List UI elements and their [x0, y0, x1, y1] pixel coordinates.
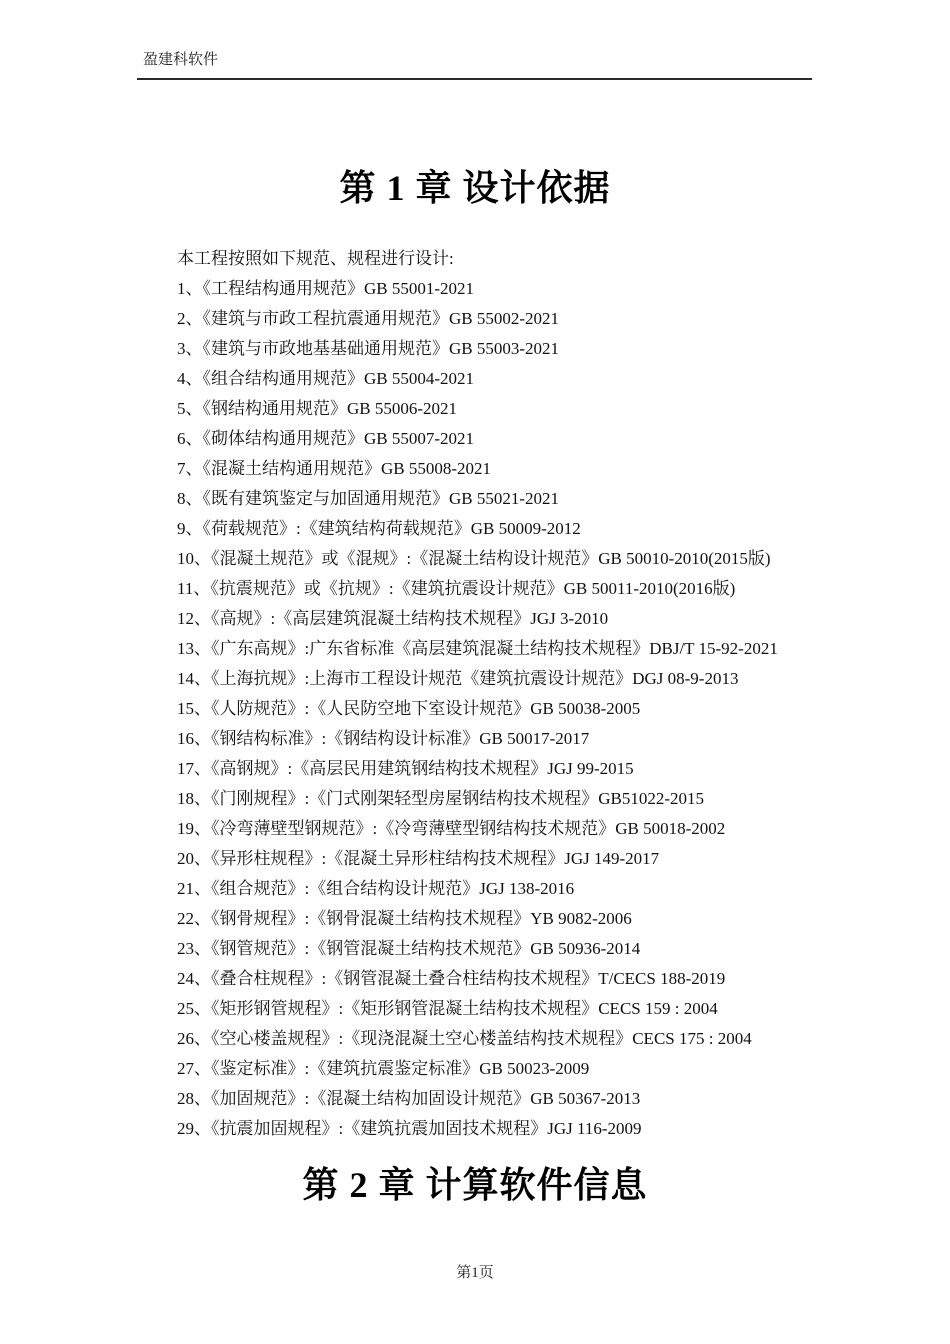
list-item: 6、《砌体结构通用规范》GB 55007-2021 [177, 429, 475, 448]
list-item: 24、《叠合柱规程》:《钢管混凝土叠合柱结构技术规程》T/CECS 188-2019 [177, 969, 726, 988]
list-item: 17、《高钢规》:《高层民用建筑钢结构技术规程》JGJ 99-2015 [177, 759, 634, 778]
list-item: 22、《钢骨规程》:《钢骨混凝土结构技术规程》YB 9082-2006 [177, 909, 632, 928]
list-item: 25、《矩形钢管规程》:《矩形钢管混凝土结构技术规程》CECS 159 : 2004 [177, 999, 718, 1018]
list-item: 23、《钢管规范》:《钢管混凝土结构技术规范》GB 50936-2014 [177, 939, 641, 958]
document-header [137, 50, 812, 80]
list-item: 7、《混凝土结构通用规范》GB 55008-2021 [177, 459, 492, 478]
list-item: 10、《混凝土规范》或《混规》:《混凝土结构设计规范》GB 50010-2010(2015版) [177, 549, 771, 568]
intro-paragraph: 本工程按照如下规范、规程进行设计: [177, 249, 454, 268]
list-item: 2、《建筑与市政工程抗震通用规范》GB 55002-2021 [177, 309, 560, 328]
list-item: 12、《高规》:《高层建筑混凝土结构技术规程》JGJ 3-2010 [177, 609, 609, 628]
list-item: 15、《人防规范》:《人民防空地下室设计规范》GB 50038-2005 [177, 699, 641, 718]
list-item: 14、《上海抗规》:上海市工程设计规范《建筑抗震设计规范》DGJ 08-9-2013 [177, 669, 739, 688]
list-item: 27、《鉴定标准》:《建筑抗震鉴定标准》GB 50023-2009 [177, 1059, 590, 1078]
chapter-1-title: 第 1 章 设计依据 [339, 168, 611, 208]
list-item: 16、《钢结构标准》:《钢结构设计标准》GB 50017-2017 [177, 729, 590, 748]
list-item: 19、《冷弯薄壁型钢规范》:《冷弯薄壁型钢结构技术规范》GB 50018-2002 [177, 819, 726, 838]
regulation-list [177, 274, 877, 1144]
list-item: 5、《钢结构通用规范》GB 55006-2021 [177, 399, 458, 418]
list-item: 29、《抗震加固规程》:《建筑抗震加固技术规程》JGJ 116-2009 [177, 1119, 642, 1138]
list-item: 11、《抗震规范》或《抗规》:《建筑抗震设计规范》GB 50011-2010(2016版) [177, 579, 736, 598]
page-number: 第1页 [456, 1265, 494, 1281]
list-item: 26、《空心楼盖规程》:《现浇混凝土空心楼盖结构技术规程》CECS 175 : 2004 [177, 1029, 752, 1048]
list-item: 9、《荷载规范》:《建筑结构荷载规范》GB 50009-2012 [177, 519, 581, 538]
list-item: 1、《工程结构通用规范》GB 55001-2021 [177, 279, 475, 298]
list-item: 13、《广东高规》:广东省标准《高层建筑混凝土结构技术规程》DBJ/T 15-92-2021 [177, 639, 778, 658]
company-name: 盈建科软件 [143, 52, 219, 68]
list-item: 28、《加固规范》:《混凝土结构加固设计规范》GB 50367-2013 [177, 1089, 641, 1108]
list-item: 8、《既有建筑鉴定与加固通用规范》GB 55021-2021 [177, 489, 560, 508]
document-footer [0, 1262, 950, 1284]
list-item: 3、《建筑与市政地基基础通用规范》GB 55003-2021 [177, 339, 560, 358]
list-item: 21、《组合规范》:《组合结构设计规范》JGJ 138-2016 [177, 879, 575, 898]
chapter-2-title: 第 2 章 计算软件信息 [302, 1165, 648, 1205]
list-item: 4、《组合结构通用规范》GB 55004-2021 [177, 369, 475, 388]
list-item: 20、《异形柱规程》:《混凝土异形柱结构技术规程》JGJ 149-2017 [177, 849, 660, 868]
list-item: 18、《门刚规程》:《门式刚架轻型房屋钢结构技术规程》GB51022-2015 [177, 789, 704, 808]
